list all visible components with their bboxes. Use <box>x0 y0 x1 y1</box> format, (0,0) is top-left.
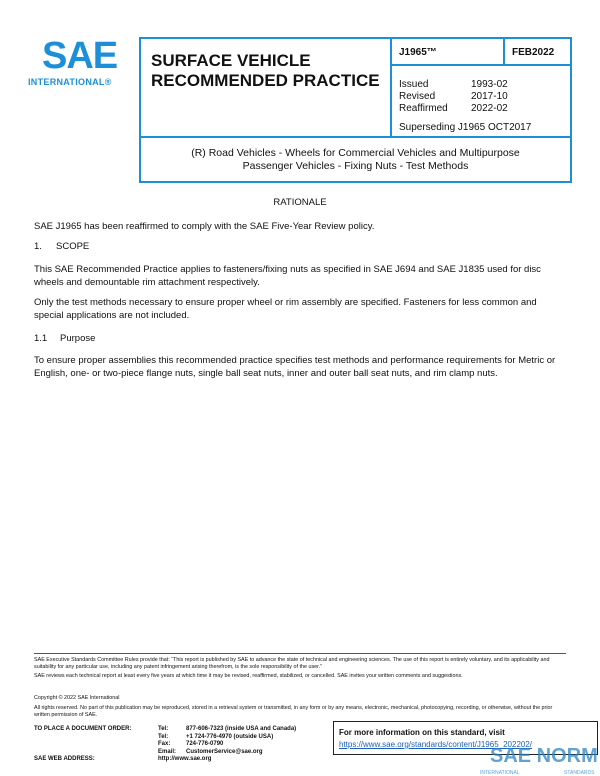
issued-label: Issued <box>399 79 429 90</box>
email-link[interactable]: CustomerService@sae.org <box>186 748 263 755</box>
section-number: 1.1 <box>34 333 48 344</box>
committee-rules-text: SAE Executive Standards Committee Rules provide that: “This report is published by SAE to advance the state of technical and engineering sciences. The use of this report is entirely voluntary, and its applicability and suitability for any particular use, including any patent infringement arising therefrom, is the sole responsibility of the user.” <box>34 657 550 670</box>
standard-link[interactable]: https://www.sae.org/standards/content/J1965_202202/ <box>339 740 533 749</box>
rationale-text: SAE J1965 has been reaffirmed to comply with the SAE Five-Year Review policy. <box>34 221 375 232</box>
footer-rule <box>34 653 566 654</box>
copyright-text: Copyright © 2022 SAE International <box>34 695 120 701</box>
rationale-heading: RATIONALE <box>273 197 327 208</box>
logo-subtext: INTERNATIONAL® <box>28 77 112 87</box>
section-title: Purpose <box>60 333 96 344</box>
issued-value: 1993-02 <box>471 79 508 90</box>
divider <box>390 39 392 136</box>
logo-text: SAE <box>42 35 118 77</box>
document-number: J1965™ <box>399 47 437 58</box>
scope-paragraph-1: This SAE Recommended Practice applies to fasteners/fixing nuts as specified in SAE J694 and SAE J1835 used for disc wheels and demountable rim attachment respectively. <box>34 264 541 288</box>
review-text: SAE reviews each technical report at least every five years at which time it may be revised, reaffirmed, stabilized, or cancelled. SAE invites your written comments and suggestions. <box>34 673 463 679</box>
scope-heading <box>34 241 566 254</box>
superseding-note: Superseding J1965 OCT2017 <box>399 122 532 133</box>
rights-text: All rights reserved. No part of this publication may be reproduced, stored in a retrieval system or transmitted, in any form or by any means, electronic, mechanical, photocopying, recording, or otherwise, without the prior written permission of SAE. <box>34 705 553 718</box>
web-label: SAE WEB ADDRESS: <box>34 756 95 763</box>
revised-value: 2017-10 <box>471 91 508 102</box>
revised-label: Revised <box>399 91 436 102</box>
divider <box>141 136 570 138</box>
watermark-logo <box>472 738 600 776</box>
divider <box>390 64 572 66</box>
scope-paragraph-2: Only the test methods necessary to ensure proper wheel or rim assembly are specified. Fasteners for less common and special applications are not included. <box>34 297 537 321</box>
order-contact-table <box>34 726 296 764</box>
email-label: Email: <box>158 748 177 755</box>
document-subtitle <box>141 147 570 173</box>
fax-label: Fax: <box>158 741 171 748</box>
tel-value: 877-606-7323 (inside USA and Canada) <box>186 726 297 732</box>
watermark-text: SAE NORM <box>490 745 598 767</box>
purpose-heading <box>34 333 566 346</box>
header-box <box>139 37 572 183</box>
section-number: 1. <box>34 241 42 252</box>
document-type-title <box>151 51 380 91</box>
sae-logo <box>28 36 128 96</box>
tel-label: Tel: <box>158 726 169 732</box>
document-date: FEB2022 <box>512 47 555 58</box>
subtitle-line-2: Passenger Vehicles - Fixing Nuts - Test Methods <box>242 160 469 172</box>
reaffirmed-label: Reaffirmed <box>399 103 448 114</box>
section-title: SCOPE <box>56 241 90 252</box>
title-line-1: SURFACE VEHICLE <box>151 51 311 70</box>
subtitle-line-1: (R) Road Vehicles - Wheels for Commercial Vehicles and Multipurpose <box>191 147 520 159</box>
purpose-paragraph: To ensure proper assemblies this recommended practice specifies test methods and performance requirements for Metric or English, one- or two-piece flange nuts, single ball seat nuts, inner and outer ball seat nuts, and rim clamp nuts. <box>34 355 556 379</box>
tel2-label: Tel: <box>158 733 169 740</box>
fax-value: 724-776-0790 <box>186 741 224 748</box>
web-link[interactable]: http://www.sae.org <box>158 756 212 763</box>
watermark-subtext-left: INTERNATIONAL <box>480 770 520 776</box>
more-info-title: For more information on this standard, visit <box>339 728 505 737</box>
order-label: TO PLACE A DOCUMENT ORDER: <box>34 726 132 732</box>
reaffirmed-value: 2022-02 <box>471 103 508 114</box>
title-line-2: RECOMMENDED PRACTICE <box>151 71 380 90</box>
tel2-value: +1 724-776-4970 (outside USA) <box>186 733 274 740</box>
watermark-subtext-right: STANDARDS <box>564 770 595 776</box>
divider <box>503 39 505 65</box>
